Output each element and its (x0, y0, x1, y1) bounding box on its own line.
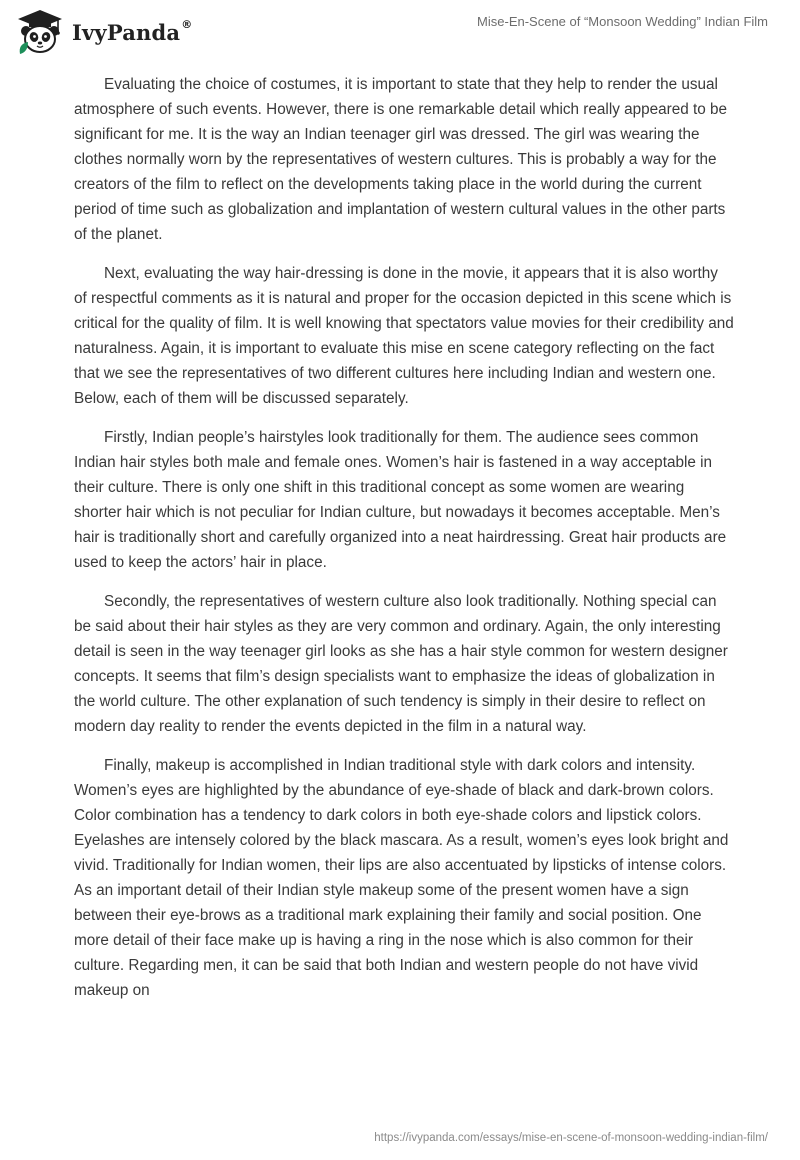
registered-mark: ® (181, 17, 193, 31)
paragraph: Finally, makeup is accomplished in Indian traditional style with dark colors and intensity. Women’s eyes are highlighted by the abundance of eye-shade of black and dark-brown colors. Color combination has a tendency to dark colors in both eye-shade colors and lipstick colors. Eyelashes are intensely colored by the black mascara. As a result, women’s eyes look bright and vivid. Traditionally for Indian women, their lips are also accentuated by lipsticks of intense colors. As an important detail of their Indian style makeup some of the present women have a sign between their eye-brows as a traditional mark explaining their family and social position. One more detail of their face make up is having a ring in the nose which is also common for their culture. Regarding men, it can be said that both Indian and western people do not have vivid makeup on (74, 757, 729, 999)
panda-graduate-icon (14, 8, 66, 56)
brand-name (72, 17, 193, 45)
page-header (0, 0, 800, 60)
paragraph: Firstly, Indian people’s hairstyles look traditionally for them. The audience sees common Indian hair styles both male and female ones. Women’s hair is fastened in a way acceptable in their culture. There is only one shift in this traditional concept as some women are wearing shorter hair which is not peculiar for Indian culture, but nowadays it becomes acceptable. Men’s hair is traditionally short and carefully organized into a neat hairdressing. Great hair products are used to keep the actors’ hair in place. (74, 429, 727, 571)
brand-name-text: IvyPanda (72, 19, 181, 45)
document-title: Mise-En-Scene of “Monsoon Wedding” Indian Film (477, 14, 768, 29)
brand-logo[interactable] (14, 8, 192, 56)
source-url[interactable]: https://ivypanda.com/essays/mise-en-scene-of-monsoon-wedding-indian-film/ (374, 1132, 768, 1144)
paragraph: Next, evaluating the way hair-dressing is done in the movie, it appears that it is also worthy of respectful comments as it is natural and proper for the occasion depicted in this scene which is critical for the quality of film. It is well knowing that spectators value movies for their credibility and naturalness. Again, it is important to evaluate this mise en scene category reflecting on the fact that we see the representatives of two different cultures here including Indian and western one. Below, each of them will be discussed separately. (74, 265, 734, 407)
essay-body (74, 72, 734, 1017)
paragraph: Evaluating the choice of costumes, it is important to state that they help to render the usual atmosphere of such events. However, there is one remarkable detail which really appeared to be significant for me. It is the way an Indian teenager girl was dressed. The girl was wearing the clothes normally worn by the representatives of western cultures. This is probably a way for the creators of the film to reflect on the developments taking place in the world during the current period of time such as globalization and implantation of western cultural values in the other parts of the planet. (74, 76, 728, 243)
paragraph: Secondly, the representatives of western culture also look traditionally. Nothing special can be said about their hair styles as they are very common and ordinary. Again, the only interesting detail is seen in the way teenager girl looks as she has a hair style common for western designer concepts. It seems that film’s design specialists want to emphasize the ideas of globalization in the world culture. The other explanation of such tendency is simply in their desire to reflect on modern day reality to render the events depicted in the film in a natural way. (74, 593, 728, 735)
